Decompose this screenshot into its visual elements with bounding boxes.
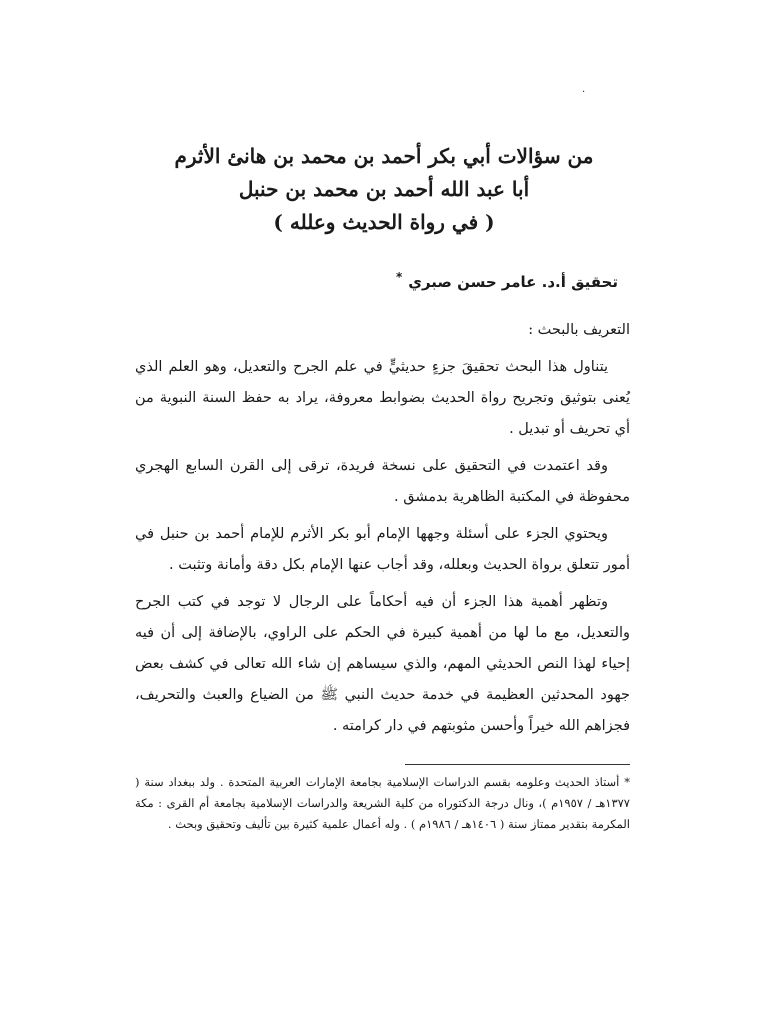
title-line-1: من سؤالات أبي بكر أحمد بن محمد بن هانئ الأثرم xyxy=(174,144,594,168)
section-heading: التعريف بالبحث : xyxy=(528,322,630,338)
footnote-divider xyxy=(405,764,630,765)
paragraph-2: وقد اعتمدت في التحقيق على نسخة فريدة، ترقى إلى القرن السابع الهجري محفوظة في المكتبة الظاهرية بدمشق . xyxy=(135,458,630,505)
title-line-3: ( في رواة الحديث وعلله ) xyxy=(273,210,495,234)
author-name: تحقيق أ.د. عامر حسن صبري xyxy=(408,273,618,291)
footnote xyxy=(135,772,630,835)
title-block xyxy=(0,140,768,239)
author-footnote-marker: * xyxy=(395,270,403,284)
title-line-2: أبا عبد الله أحمد بن محمد بن حنبل xyxy=(238,177,530,201)
body-text xyxy=(135,352,630,748)
paragraph-3: ويحتوي الجزء على أسئلة وجهها الإمام أبو بكر الأثرم للإمام أحمد بن حنبل في أمور تتعلق برواة الحديث وبعلله، وقد أجاب عنها الإمام بكل دقة وأمانة وتثبت . xyxy=(135,526,630,573)
corner-mark: . xyxy=(582,84,586,95)
paragraph-1: يتناول هذا البحث تحقيقَ جزءٍ حديثيٍّ في علم الجرح والتعديل، وهو العلم الذي يُعنى بتوثيق وتجريح رواة الحديث بضوابط معروفة، يراد به حفظ السنة النبوية من أي تحريف أو تبديل . xyxy=(135,359,630,437)
paragraph-4: وتظهر أهمية هذا الجزء أن فيه أحكاماً على الرجال لا توجد في كتب الجرح والتعديل، مع ما لها من أهمية كبيرة في الحكم على الراوي، بالإضافة إلى أن فيه إحياء لهذا النص الحديثي المهم، والذي سيساهم إن شاء الله تعالى في كشف بعض جهود المحدثين العظيمة في خدمة حديث النبي ﷺ من الضياع والعبث والتحريف، فجزاهم الله خيراً وأحسن مثوبتهم في دار كرامته . xyxy=(135,594,630,734)
author-line xyxy=(396,270,618,291)
footnote-text: * أستاذ الحديث وعلومه بقسم الدراسات الإسلامية بجامعة الإمارات العربية المتحدة . ولد ببغداد سنة ( ١٣٧٧هـ / ١٩٥٧م )، ونال درجة الدكتوراه من كلية الشريعة والدراسات الإسلامية بجامعة أم القرى : مكة المكرمة بتقدير ممتاز سنة ( ١٤٠٦هـ / ١٩٨٦م ) . وله أعمال علمية كثيرة بين تأليف وتحقيق وبحث . xyxy=(135,775,630,831)
